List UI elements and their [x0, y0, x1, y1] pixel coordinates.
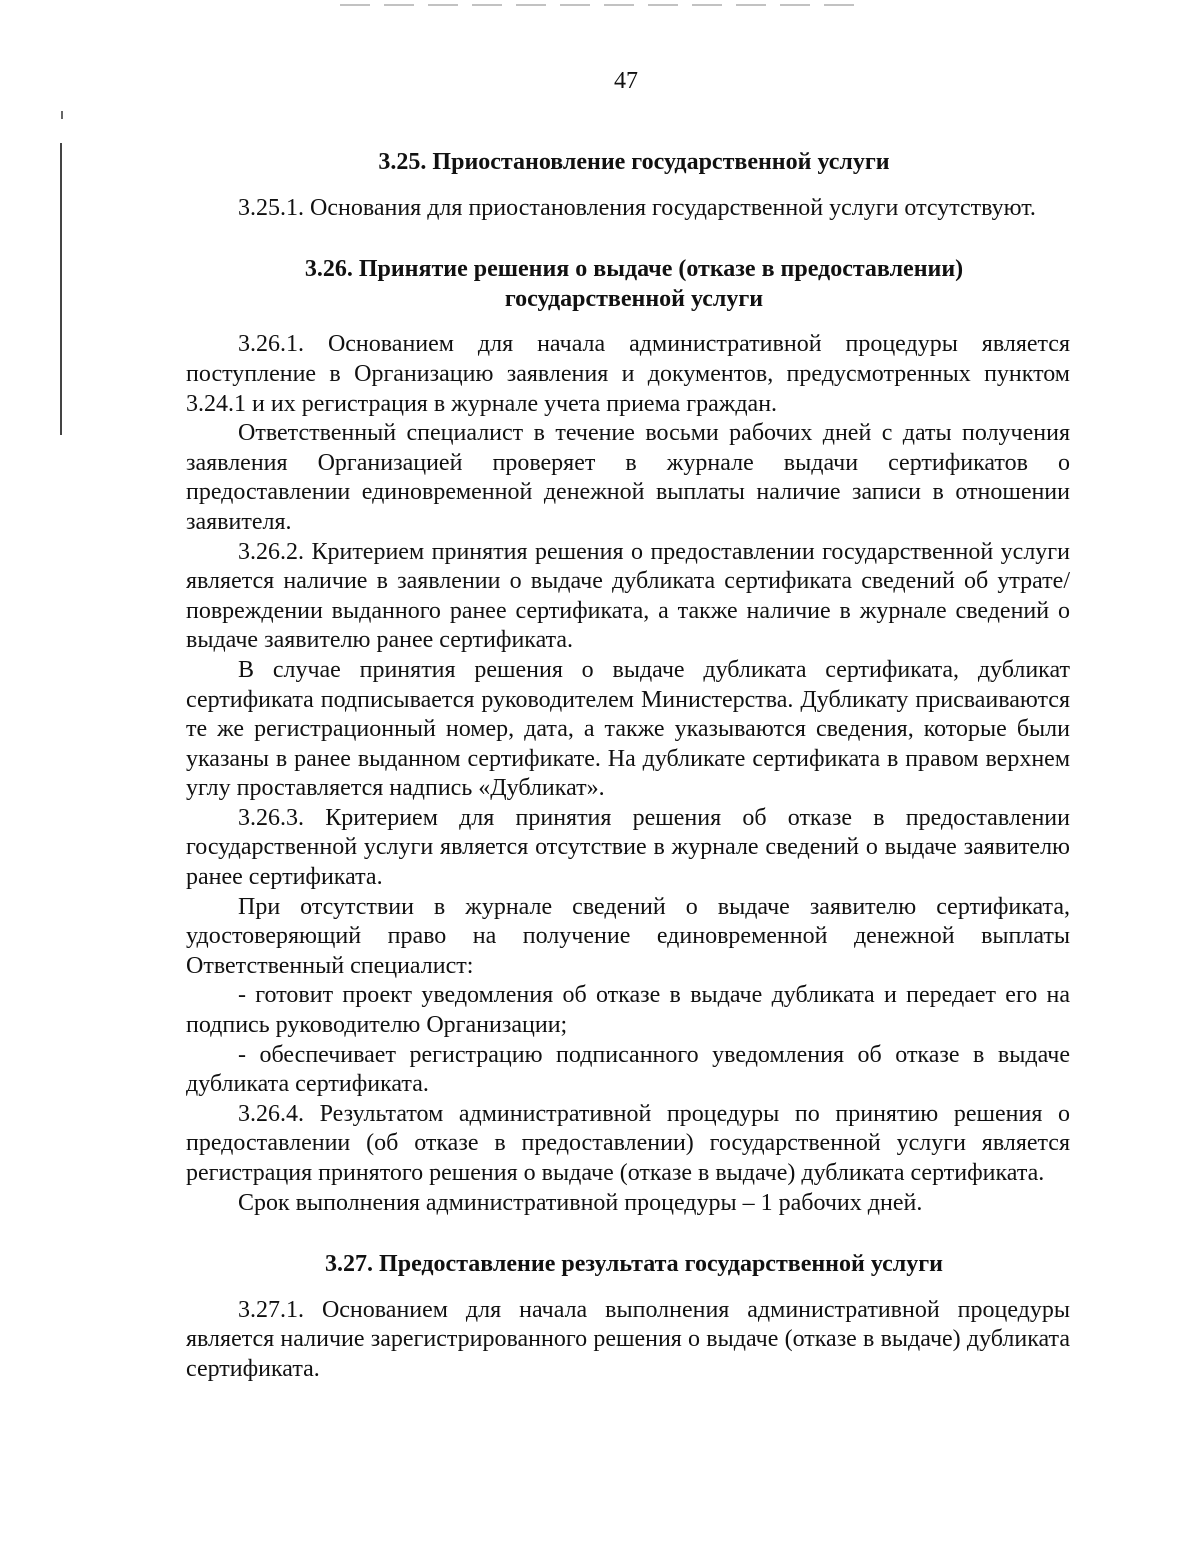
document-body [186, 148, 1070, 1385]
paragraph-absence-of-records: При отсутствии в журнале сведений о выдаче заявителю сертификата, удостоверяющий право на получение единовременной денежной выплаты Ответственный специалист: [186, 893, 1070, 979]
paragraph-3-26-3: 3.26.3. Критерием для принятия решения об отказе в предоставлении государственной услуги является отсутствие в журнале сведений о выдаче заявителю ранее сертификата. [186, 804, 1070, 891]
paragraph-procedure-term: Срок выполнения административной процедуры – 1 рабочих дней. [238, 1189, 923, 1216]
section-heading-3-26-line2: государственной услуги [504, 285, 764, 312]
margin-revision-bar [60, 143, 62, 435]
page-number: 47 [614, 68, 638, 94]
scan-edge-artifact [340, 4, 860, 6]
paragraph-3-25-1: 3.25.1. Основания для приостановления государственной услуги отсутствуют. [238, 194, 1036, 221]
margin-mark [61, 111, 63, 119]
paragraph-3-26-2: 3.26.2. Критерием принятия решения о предоставлении государственной услуги является наличие в заявлении о выдаче дубликата сертификата сведений об утрате/повреждении выданного ранее сертификата, а также наличие в журнале сведений о выдаче заявителю ранее сертификата. [186, 538, 1070, 654]
list-item-register-notice: - обеспечивает регистрацию подписанного уведомления об отказе в выдаче дубликата сертификата. [186, 1041, 1070, 1098]
paragraph-responsible-specialist: Ответственный специалист в течение восьми рабочих дней с даты получения заявления Организацией проверяет в журнале выдачи сертификатов о предоставлении единовременной денежной выплаты наличие записи в отношении заявителя. [186, 420, 1070, 535]
paragraph-3-26-1: 3.26.1. Основанием для начала административной процедуры является поступление в Организацию заявления и документов, предусмотренных пунктом 3.24.1 и их регистрация в журнале учета приема граждан. [186, 331, 1070, 417]
paragraph-3-26-4: 3.26.4. Результатом административной процедуры по принятию решения о предоставлении (об отказе в предоставлении) государственной услуги является регистрация принятого решения о выдаче (отказе в выдаче) дубликата сертификата. [186, 1100, 1070, 1186]
paragraph-3-27-1: 3.27.1. Основанием для начала выполнения административной процедуры является наличие зарегистрированного решения о выдаче (отказе в выдаче) дубликата сертификата. [186, 1296, 1070, 1382]
section-heading-3-25: 3.25. Приостановление государственной услуги [378, 149, 890, 175]
section-heading-3-26-line1: 3.26. Принятие решения о выдаче (отказе в предоставлении) [304, 256, 964, 283]
list-item-prepare-notice: - готовит проект уведомления об отказе в выдаче дубликата и передает его на подпись руководителю Организации; [186, 982, 1070, 1039]
section-heading-3-26 [186, 255, 1070, 314]
section-heading-3-27: 3.27. Предоставление результата государственной услуги [325, 1251, 943, 1278]
paragraph-duplicate-signing: В случае принятия решения о выдаче дубликата сертификата, дубликат сертификата подписывается руководителем Министерства. Дубликату присваиваются те же регистрационный номер, дата, а также указываются сведения, которые были указаны в ранее выданном сертификате. На дубликате сертификата в правом верхнем углу проставляется надпись «Дубликат». [186, 656, 1070, 802]
